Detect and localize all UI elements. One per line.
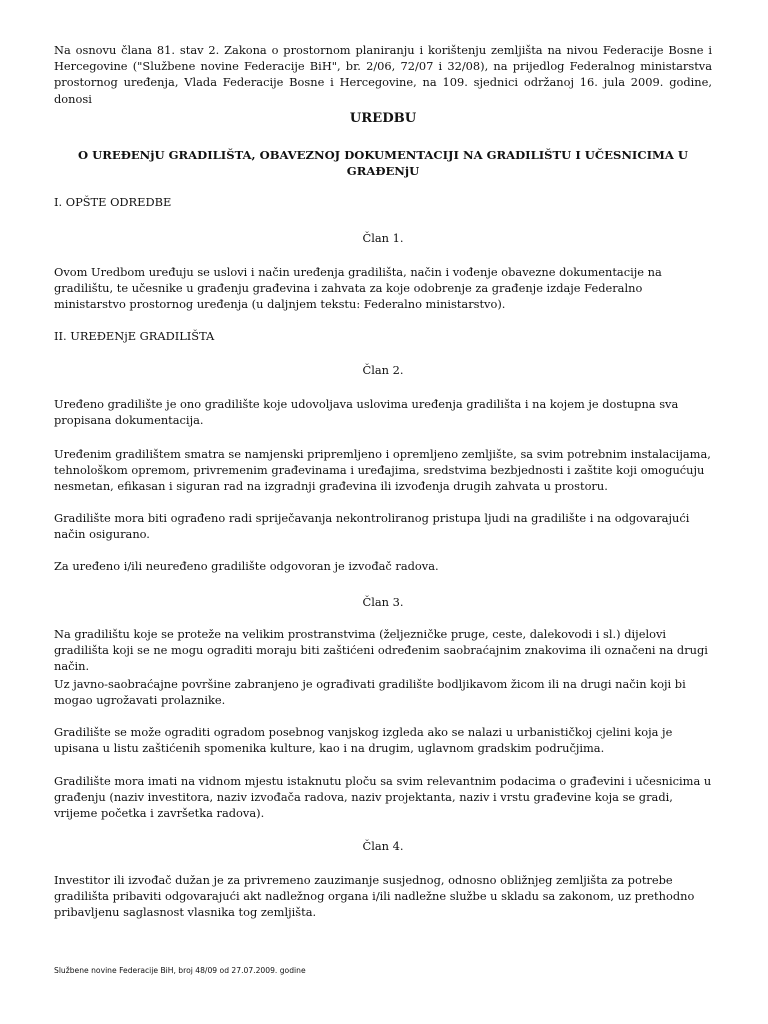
publication-footer: Službene novine Federacije BiH, broj 48/09 od 27.07.2009. godine bbox=[54, 966, 306, 975]
article-1-paragraph-1: Ovom Uredbom uređuju se uslovi i način uređenja gradilišta, način i vođenje obavezne dokumentacije na gradilištu, te učesnike u građenju građevina i zahvata za koje odobrenje za građenje izdaje Federalno ministarstvo prostornog uređenja (u daljnjem tekstu: Federalno ministarstvo). bbox=[54, 265, 662, 312]
section-heading-general-provisions: I. OPŠTE ODREDBE bbox=[54, 195, 172, 209]
article-3-paragraph-1: Na gradilištu koje se proteže na velikim prostranstvima (željezničke pruge, ceste, dalekovodi i sl.) dijelovi gradilišta koji se ne mogu ograditi moraju biti zaštićeni određenim saobraćajnim znakovima ili označeni na drugi način. bbox=[54, 627, 708, 674]
article-2-paragraph-3: Gradilište mora biti ograđeno radi spriječavanja nekontroliranog pristupa ljudi na gradilište i na odgovarajući način osigurano. bbox=[54, 511, 690, 542]
article-3-paragraph-3: Gradilište se može ograditi ogradom posebnog vanjskog izgleda ako se nalazi u urbanističkoj cjelini koja je upisana u listu zaštićenih spomenika kulture, kao i na drugim, uglavnom gradskim područjima. bbox=[54, 725, 673, 756]
article-2-paragraph-1: Uređeno gradilište je ono gradilište koje udovoljava uslovima uređenja gradilišta i na kojem je dostupna sva propisana dokumentacija. bbox=[54, 397, 679, 428]
article-2-paragraph-4: Za uređeno i/ili neuređeno gradilište odgovoran je izvođač radova. bbox=[54, 559, 439, 573]
article-4-paragraph-1: Investitor ili izvođač dužan je za privremeno zauzimanje susjednog, odnosno obližnjeg zemljišta za potrebe gradilišta pribaviti odgovarajući akt nadležnog organa i/ili nadležne službe u skladu sa zakonom, uz prethodno pribavljenu saglasnost vlasnika tog zemljišta. bbox=[54, 873, 695, 920]
section-heading-site-arrangement: II. UREĐENjE GRADILIŠTA bbox=[54, 329, 215, 343]
article-2-heading: Član 2. bbox=[362, 363, 404, 377]
article-4-heading: Član 4. bbox=[362, 839, 404, 853]
article-2-paragraph-2: Uređenim gradilištem smatra se namjenski pripremljeno i opremljeno zemljište, sa svim potrebnim instalacijama, tehnološkom opremom, privremenim građevinama i uređajima, sredstvima bezbjednosti i zaštite koji omogućuju nesmetan, efikasan i siguran rad na izgradnji građevina ili izvođenja drugih zahvata u prostoru. bbox=[54, 447, 711, 494]
article-1-heading: Član 1. bbox=[362, 231, 404, 245]
document-page bbox=[54, 0, 712, 1024]
document-subtitle: O UREĐENjU GRADILIŠTA, OBAVEZNOJ DOKUMENTACIJI NA GRADILIŠTU I UČESNICIMA U GRAĐENjU bbox=[77, 148, 688, 179]
article-3-paragraph-2: Uz javno-saobraćajne površine zabranjeno je ograđivati gradilište bodljikavom žicom ili na drugi način koji bi mogao ugrožavati prolaznike. bbox=[54, 677, 686, 708]
article-3-heading: Član 3. bbox=[362, 595, 404, 609]
article-3-paragraph-4: Gradilište mora imati na vidnom mjestu istaknutu ploču sa svim relevantnim podacima o građevini i učesnicima u građenju (naziv investitora, naziv izvođača radova, naziv projektanta, naziv i vrstu građevine koja se gradi, vrijeme početka i završetka radova). bbox=[54, 774, 712, 821]
document-title: UREDBU bbox=[349, 111, 417, 126]
preamble-paragraph: Na osnovu člana 81. stav 2. Zakona o prostornom planiranju i korištenju zemljišta na nivou Federacije Bosne i Hercegovine ("Službene novine Federacije BiH", br. 2/06, 72/07 i 32/08), na prijedlog Federalnog ministarstva prostornog uređenja, Vlada Federacije Bosne i Hercegovine, na 109. sjednici održanoj 16. jula 2009. godine, donosi bbox=[54, 43, 712, 106]
